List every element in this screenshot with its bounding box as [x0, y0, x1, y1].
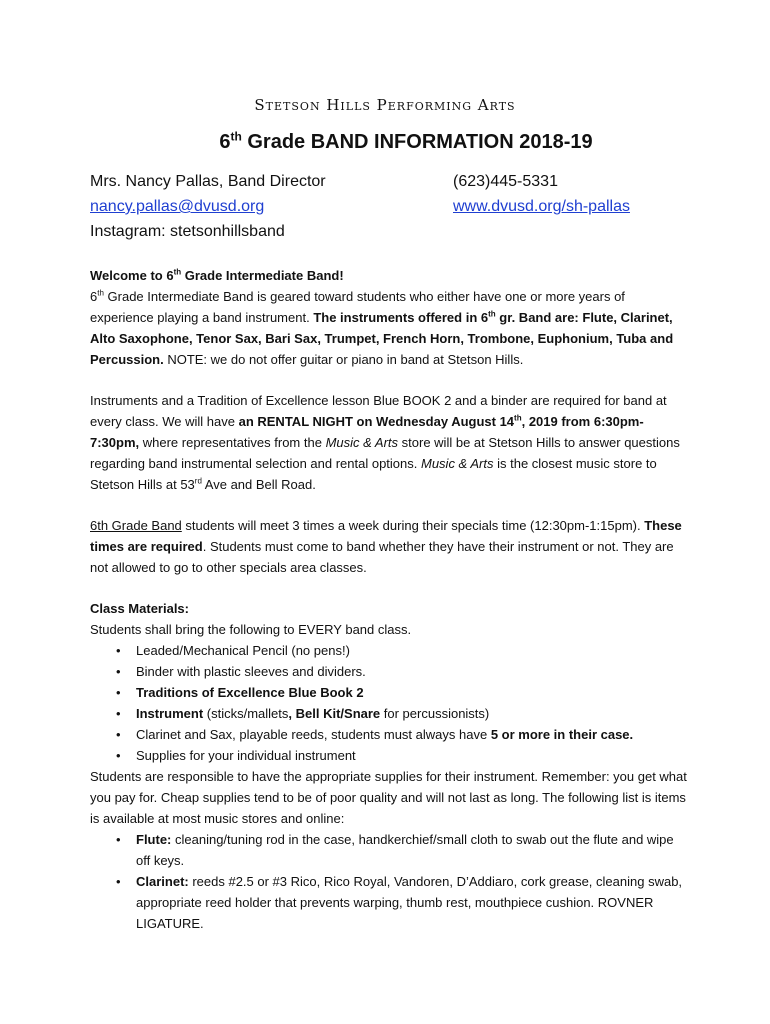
clarinet-label: Clarinet:	[136, 874, 189, 889]
list-item: • Leaded/Mechanical Pencil (no pens!)	[136, 640, 688, 661]
email-link[interactable]: nancy.pallas@dvusd.org	[90, 198, 265, 215]
materials-list	[90, 640, 688, 766]
list-item	[136, 703, 688, 724]
phone-number: (623)445-5331	[453, 173, 558, 190]
schedule-text-b: . Students must come to band whether they have their instrument or not. They are not allowed to go to other specials area classes.	[90, 539, 674, 575]
rental-night-a: an RENTAL NIGHT on Wednesday August 14	[238, 414, 515, 429]
instruments-offered-b: gr. Band are: Flute, Clarinet, Alto Saxophone, Tenor Sax, Bari Sax, Trumpet, French Horn, Trombone, Euphonium, Tuba and Percussion.	[90, 310, 674, 367]
document-body	[90, 265, 688, 934]
schedule-paragraph	[90, 515, 688, 578]
schedule-required: These times are required	[90, 518, 682, 554]
supplies-note: Students are responsible to have the appropriate supplies for their instrument. Remember: you get what you pay for. Cheap supplies tend to be of poor quality and will not last as long. The following list is items is available at most music stores and online:	[90, 769, 687, 826]
rental-sup: rd	[194, 476, 202, 486]
rental-night-sup: th	[514, 413, 522, 423]
title-post: Grade BAND INFORMATION 2018-19	[241, 131, 593, 153]
rental-night-b: , 2019 from 6:30pm-7:30pm,	[90, 414, 644, 450]
welcome-text-a: 6	[90, 289, 98, 304]
rental-text-c: store will be at Stetson Hills to answer questions regarding band instrumental selection and rental options.	[90, 435, 680, 471]
instrument-item-bold2: , Bell Kit/Snare	[288, 706, 381, 721]
welcome-heading	[90, 265, 688, 286]
welcome-paragraph	[90, 286, 688, 370]
rental-paragraph	[90, 390, 688, 495]
reeds-item-bold: 5 or more in their case.	[490, 727, 634, 742]
instruments-offered-a: The instruments offered in 6	[313, 310, 489, 325]
rental-text-d: is the closest music store to Stetson Hills at 53	[90, 456, 657, 492]
rental-text-e: Ave and Bell Road.	[201, 477, 316, 492]
instagram-handle: Instagram: stetsonhillsband	[90, 223, 285, 240]
director-name: Mrs. Nancy Pallas, Band Director	[90, 173, 326, 190]
instruments-offered-sup: th	[488, 309, 496, 319]
schedule-text-a: students will meet 3 times a week during their specials time (12:30pm-1:15pm).	[181, 518, 645, 533]
schedule-underlined: 6th Grade Band	[90, 518, 182, 533]
instrument-item-a: (sticks/mallets	[203, 706, 289, 721]
reeds-item-a: Clarinet and Sax, playable reeds, students must always have	[136, 727, 491, 742]
materials-intro: Students shall bring the following to EVERY band class.	[90, 622, 412, 637]
title-pre: 6	[219, 131, 231, 153]
welcome-text-b: Grade Intermediate Band is geared toward students who either have one or more years of experience playing a band instrument.	[90, 289, 625, 325]
list-item: • Supplies for your individual instrument	[136, 745, 688, 766]
list-item	[136, 724, 688, 745]
store-name-2: Music & Arts	[421, 456, 494, 471]
list-item	[136, 871, 688, 934]
list-item	[136, 829, 688, 871]
instrument-item-b: for percussionists)	[380, 706, 490, 721]
title-sup: th	[230, 129, 242, 144]
document-title	[0, 131, 770, 154]
flute-text: cleaning/tuning rod in the case, handkerchief/small cloth to swab out the flute and wipe off keys.	[136, 832, 674, 868]
contact-block	[90, 169, 690, 244]
clarinet-text: reeds #2.5 or #3 Rico, Rico Royal, Vandoren, D’Addiaro, cork grease, cleaning swab, appropriate reed holder that prevents warping, thumb rest, mouthpiece cushion. ROVNER LIGATURE.	[136, 874, 683, 931]
welcome-note: NOTE: we do not offer guitar or piano in band at Stetson Hills.	[163, 352, 524, 367]
organization-name: Stetson Hills Performing Arts	[254, 96, 516, 114]
welcome-sup: th	[97, 288, 104, 298]
list-item	[136, 682, 688, 703]
book-item: Traditions of Excellence Blue Book 2	[136, 685, 364, 700]
materials-heading	[90, 598, 688, 619]
website-link[interactable]: www.dvusd.org/sh-pallas	[453, 198, 630, 215]
store-name-1: Music & Arts	[325, 435, 399, 450]
welcome-heading-pre: Welcome to 6	[90, 268, 174, 283]
rental-text-a: Instruments and a Tradition of Excellence lesson Blue BOOK 2 and a binder are required for band at every class. We will have	[90, 393, 667, 429]
supplies-list	[90, 829, 688, 934]
materials-heading-text: Class Materials:	[90, 601, 189, 616]
flute-label: Flute:	[136, 832, 172, 847]
instrument-item-bold: Instrument	[136, 706, 204, 721]
list-item: • Binder with plastic sleeves and dividers.	[136, 661, 688, 682]
welcome-heading-sup: th	[173, 267, 182, 277]
welcome-heading-post: Grade Intermediate Band!	[181, 268, 344, 283]
rental-text-b: where representatives from the	[139, 435, 326, 450]
